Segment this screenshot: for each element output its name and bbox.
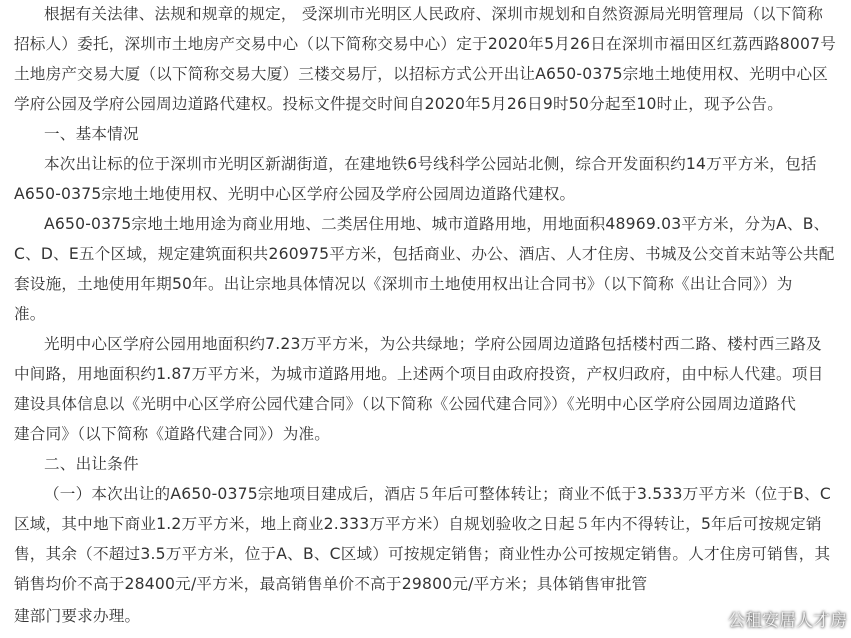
section-heading: 一、基本情况 bbox=[44, 125, 139, 143]
paragraph-line: 学府公园及学府公园周边道路代建权。投标文件提交时间自2020年5月26日9时50分起至10时止，现予公告。 bbox=[14, 95, 783, 113]
paragraph-line: 套设施，土地使用年期50年。出让宗地具体情况以《深圳市土地使用权出让合同书》（以下简称《出让合同》）为 bbox=[14, 275, 793, 293]
paragraph-line: A650-0375宗地土地使用权、光明中心区学府公园及学府公园周边道路代建权。 bbox=[14, 185, 576, 203]
watermark-text: 公租安居人才房 bbox=[728, 610, 847, 631]
paragraph-line: 准。 bbox=[14, 305, 46, 323]
paragraph-line: 本次出让标的位于深圳市光明区新湖街道，在建地铁6号线科学公园站北侧，综合开发面积约14万平方米，包括 bbox=[44, 155, 817, 173]
paragraph-line: 光明中心区学府公园用地面积约7.23万平方米，为公共绿地；学府公园周边道路包括楼村西二路、楼村西三路及 bbox=[44, 335, 822, 353]
paragraph-line: 售，其余（不超过3.5万平方米，位于A、B、C区域）可按规定销售；商业性办公可按规定销售。人才住房可销售，其 bbox=[14, 545, 831, 563]
paragraph-line: 销售均价不高于28400元/平方米，最高销售单价不高于29800元/平方米；具体销售审批管 bbox=[14, 575, 648, 593]
paragraph-line: （一）本次出让的A650-0375宗地项目建成后，酒店５年后可整体转让；商业不低于3.533万平方米（位于B、C bbox=[44, 485, 831, 503]
paragraph-line: 建部门要求办理。 bbox=[14, 607, 141, 625]
section-heading: 二、出让条件 bbox=[44, 455, 139, 473]
paragraph-line: 土地房产交易大厦（以下简称交易大厦）三楼交易厅，以招标方式公开出让A650-0375宗地土地使用权、光明中心区 bbox=[14, 65, 829, 83]
wechat-icon bbox=[696, 605, 722, 631]
paragraph-line: 招标人）委托，深圳市土地房产交易中心（以下简称交易中心）定于2020年5月26日在深圳市福田区红荔西路8007号 bbox=[14, 35, 837, 53]
paragraph-line: 建合同》（以下简称《道路代建合同》）为准。 bbox=[14, 425, 331, 443]
watermark bbox=[696, 604, 847, 632]
paragraph-line: 区域，其中地下商业1.2万平方米，地上商业2.333万平方米）自规划验收之日起５年内不得转让，5年后可按规定销 bbox=[14, 515, 822, 533]
paragraph-line: 中间路，用地面积约1.87万平方米，为城市道路用地。上述两个项目由政府投资，产权归政府，由中标人代建。项目 bbox=[14, 365, 824, 383]
paragraph-line: C、D、E五个区域，规定建筑面积共260975平方米，包括商业、办公、酒店、人才住房、书城及公交首末站等公共配 bbox=[14, 245, 835, 263]
paragraph-line: A650-0375宗地土地用途为商业用地、二类居住用地、城市道路用地，用地面积48969.03平方米，分为A、B、 bbox=[44, 215, 830, 233]
paragraph-line: 根据有关法律、法规和规章的规定， 受深圳市光明区人民政府、深圳市规划和自然资源局光明管理局（以下简称 bbox=[44, 5, 824, 23]
paragraph-line: 建设具体信息以《光明中心区学府公园代建合同》（以下简称《公园代建合同》）《光明中心区学府公园周边道路代 bbox=[14, 395, 797, 413]
